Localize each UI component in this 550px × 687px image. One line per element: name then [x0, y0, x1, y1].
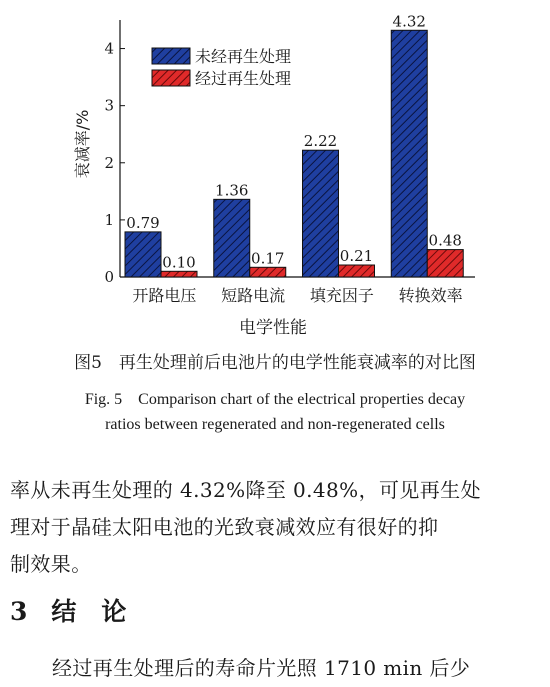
bars: [125, 30, 463, 277]
y-tick-label: 1: [104, 210, 114, 229]
x-tick-label: 转换效率: [398, 286, 463, 305]
bar: [303, 150, 339, 277]
legend-swatch: [152, 48, 190, 64]
section-number: 3: [10, 597, 28, 626]
legend-label: 未经再生处理: [195, 47, 292, 66]
data-label: 1.36: [215, 181, 249, 200]
x-tick-label: 填充因子: [309, 286, 374, 305]
legend-label: 经过再生处理: [195, 69, 292, 88]
y-tick-label: 4: [104, 39, 114, 58]
paragraph-line: 理对于晶硅太阳电池的光致衰减效应有很好的抑: [10, 515, 439, 539]
bar: [250, 267, 286, 277]
figure-caption-en-line2: ratios between regenerated and non-regenerated cells: [105, 416, 445, 433]
paragraph-line: 制效果。: [10, 552, 92, 576]
bar: [339, 265, 375, 277]
paragraph-line: 经过再生处理后的寿命片光照 1710 min 后少: [52, 656, 471, 680]
legend-swatch: [152, 70, 190, 86]
y-axis-label: 衰减率/%: [73, 109, 92, 179]
section-title: 结 论: [51, 597, 127, 626]
data-label: 4.32: [392, 12, 426, 31]
figure-caption-en-line1: Fig. 5 Comparison chart of the electrical properties decay: [84, 391, 466, 408]
y-tick-label: 3: [104, 96, 114, 115]
data-label: 0.48: [428, 231, 462, 250]
y-tick-label: 2: [104, 153, 114, 172]
x-axis-label: 电学性能: [239, 318, 307, 338]
bar: [214, 199, 250, 277]
paragraph-line: 率从未再生处理的 4.32%降至 0.48%，可见再生处: [10, 478, 481, 502]
bar: [391, 30, 427, 277]
y-tick-label: 0: [104, 268, 114, 286]
data-label: 2.22: [303, 132, 338, 151]
data-label: 0.10: [162, 253, 196, 272]
bar: [161, 271, 197, 277]
section-heading: [10, 592, 126, 628]
x-tick-label: 开路电压: [132, 286, 197, 305]
data-label: 0.21: [339, 247, 374, 266]
bar: [427, 250, 463, 277]
legend: [152, 47, 291, 88]
figure-caption-cn: 图5 再生处理前后电池片的电学性能衰减率的对比图: [74, 353, 476, 373]
x-tick-label: 短路电流: [221, 286, 286, 305]
data-label: 0.79: [126, 213, 160, 232]
bar: [125, 232, 161, 277]
data-label: 0.17: [251, 249, 285, 268]
